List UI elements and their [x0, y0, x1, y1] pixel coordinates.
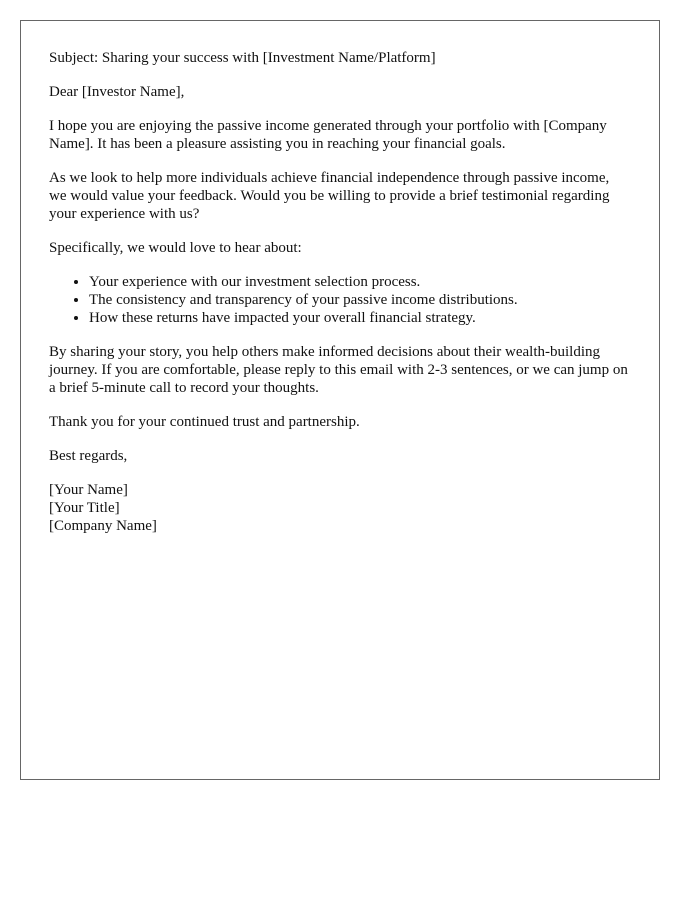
topics-intro: Specifically, we would love to hear about:	[49, 240, 302, 256]
signature-company: [Company Name]	[49, 518, 157, 534]
letter-frame	[20, 20, 660, 780]
signature-title: [Your Title]	[49, 500, 120, 516]
subject-line: Subject: Sharing your success with [Investment Name/Platform]	[49, 50, 436, 66]
salutation: Dear [Investor Name],	[49, 84, 185, 100]
signature-name: [Your Name]	[49, 482, 128, 498]
story-paragraph: By sharing your story, you help others make informed decisions about their wealth-building journey. If you are comfortable, please reply to this email with 2-3 sentences, or we can jump on a brief 5-minute call to record your thoughts.	[49, 344, 628, 396]
thanks-paragraph: Thank you for your continued trust and partnership.	[49, 414, 360, 430]
list-item: • The consistency and transparency of your passive income distributions.	[89, 291, 629, 309]
list-item: • How these returns have impacted your overall financial strategy.	[89, 309, 629, 327]
letter-body	[49, 49, 629, 535]
intro-paragraph: I hope you are enjoying the passive income generated through your portfolio with [Company Name]. It has been a pleasure assisting you in reaching your financial goals.	[49, 118, 607, 152]
list-item: • Your experience with our investment selection process.	[89, 273, 629, 291]
sign-off: Best regards,	[49, 448, 128, 464]
signature-block	[49, 481, 629, 535]
topics-list	[49, 273, 629, 327]
request-paragraph: As we look to help more individuals achieve financial independence through passive income, we would value your feedback. Would you be willing to provide a brief testimonial regarding your experience with us?	[49, 170, 610, 222]
